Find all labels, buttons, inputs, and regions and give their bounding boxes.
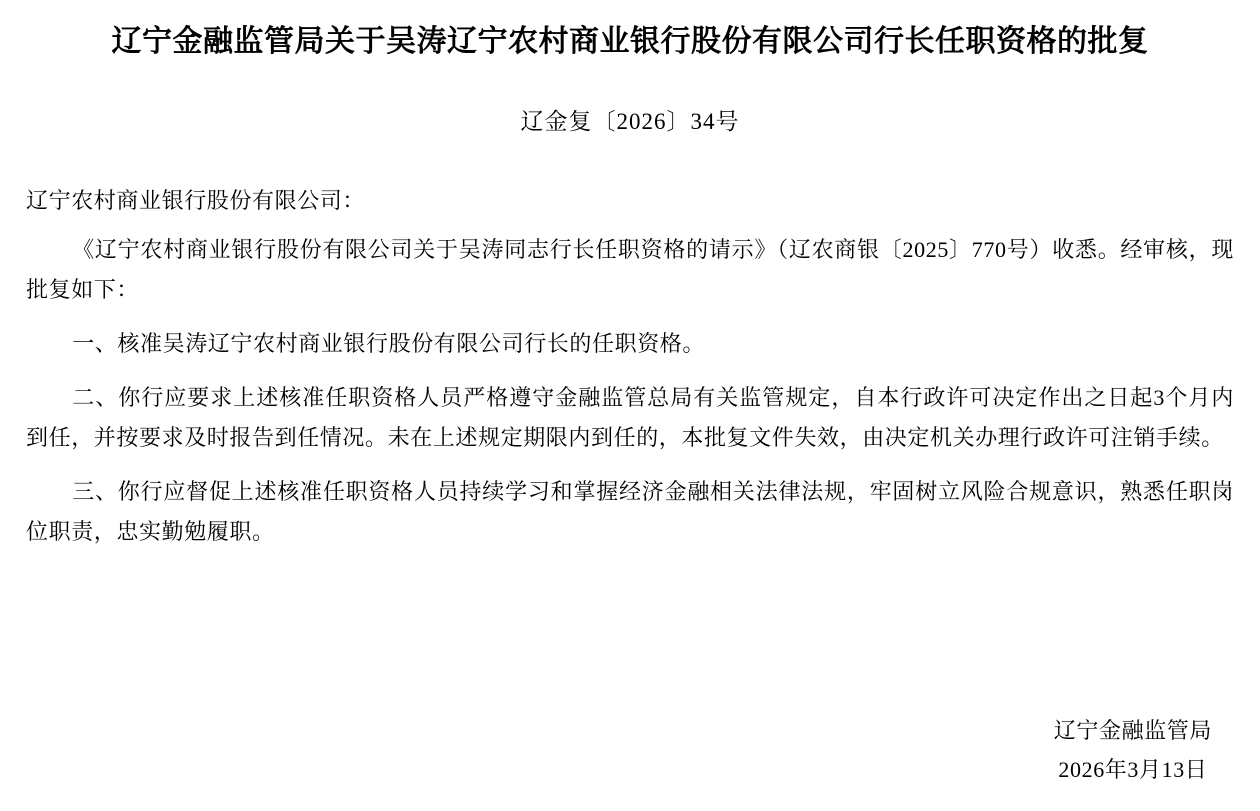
paragraph-item-three: 三、你行应督促上述核准任职资格人员持续学习和掌握经济金融相关法律法规，牢固树立风险合规意识，熟悉任职岗位职责，忠实勤勉履职。 <box>26 479 1234 545</box>
paragraph-preamble: 《辽宁农村商业银行股份有限公司关于吴涛同志行长任职资格的请示》（辽农商银〔2025〕770号）收悉。经审核，现批复如下： <box>26 236 1234 302</box>
signature-date: 2026年3月13日 <box>1058 756 1208 782</box>
document-body <box>0 188 1260 553</box>
paragraph-item-one: 一、核准吴涛辽宁农村商业银行股份有限公司行长的任职资格。 <box>72 330 705 356</box>
paragraph-item-two: 二、你行应要求上述核准任职资格人员严格遵守金融监管总局有关监管规定，自本行政许可决定作出之日起3个月内到任，并按要求及时报告到任情况。未在上述规定期限内到任的，本批复文件失效，由决定机关办理行政许可注销手续。 <box>26 384 1234 451</box>
document-number: 辽金复〔2026〕34号 <box>520 108 740 134</box>
salutation: 辽宁农村商业银行股份有限公司： <box>26 187 366 213</box>
signature-block <box>1054 712 1212 789</box>
page-title: 辽宁金融监管局关于吴涛辽宁农村商业银行股份有限公司行长任职资格的批复 <box>111 25 1149 58</box>
signature-issuer: 辽宁金融监管局 <box>1053 718 1212 743</box>
